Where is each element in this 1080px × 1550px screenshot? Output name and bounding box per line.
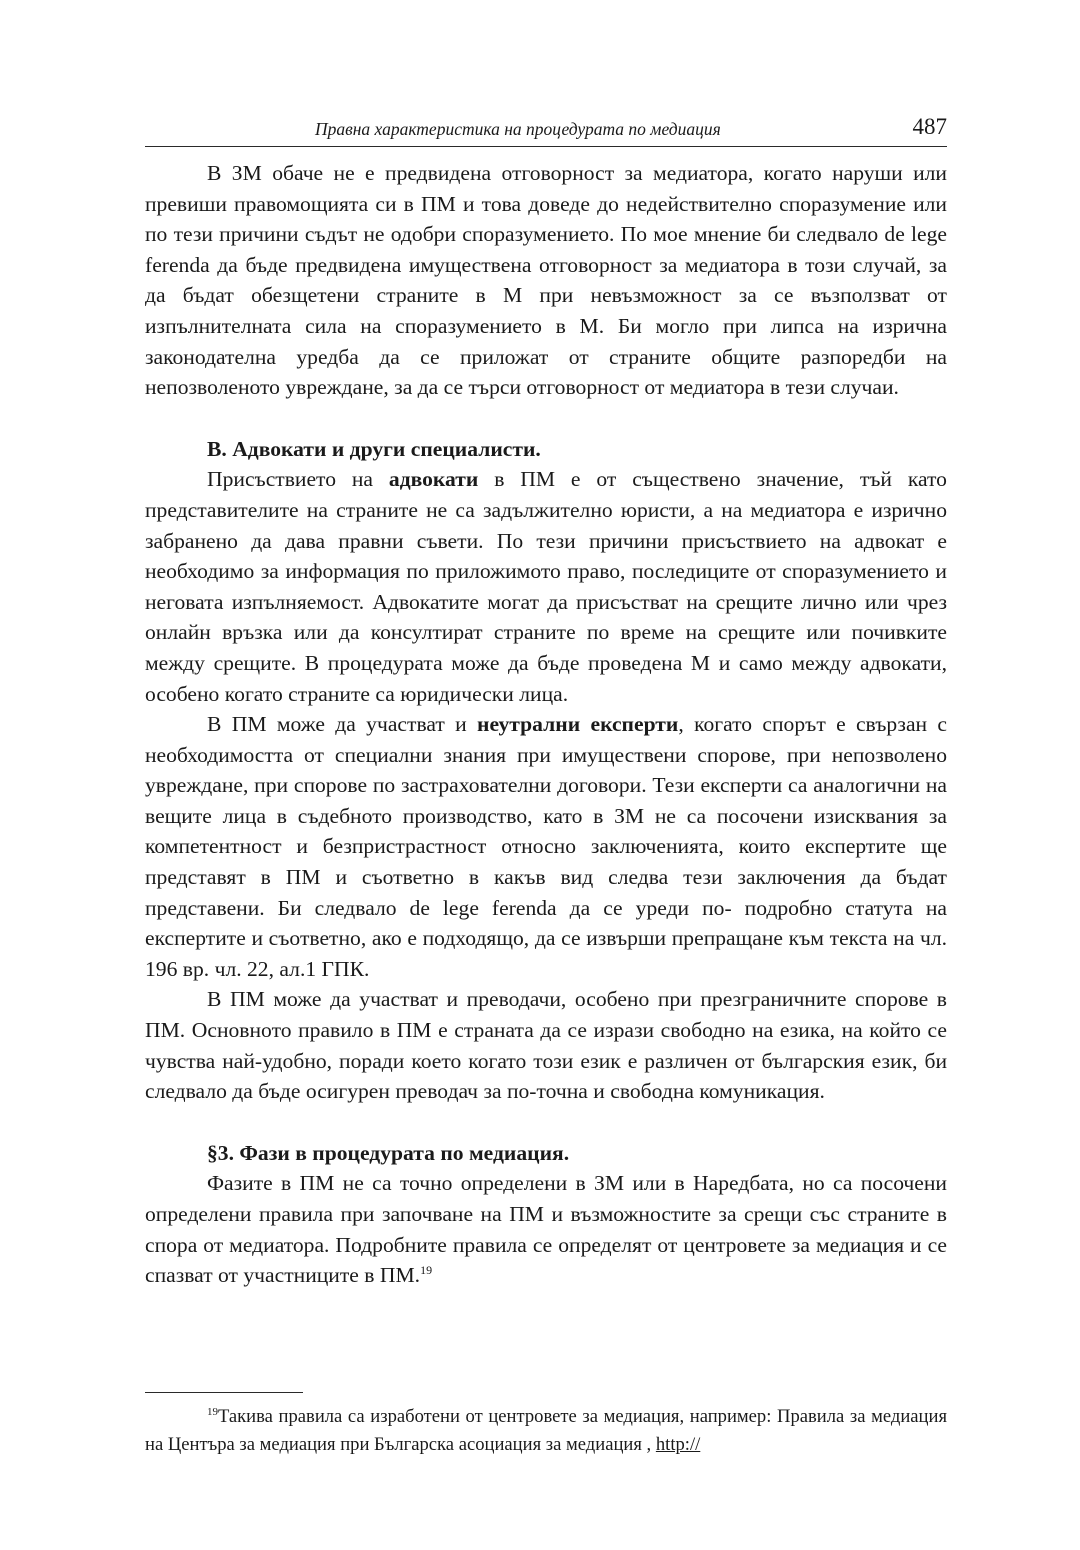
heading-mediation-phases: §3. Фази в процедурата по медиация. [207, 1140, 570, 1165]
term-lawyers: адвокати [388, 467, 479, 492]
paragraph-lawyers-rest: в ПМ е от съществено значение, тъй като представителите на страните не са задължително юристи, а на медиатора е изрично забранено да дава правни съвети. По тези причини присъствието на адвокат е необходимо за информация по приложимото право, последиците от споразумението и неговата изпълняемост. Адвокатите могат да присъстват на срещите лично или чрез онлайн връзка или да консултират страните по време на срещите или почивките между срещите. В процедурата може да бъде проведена М и само между адвокати, особено когато страните са юридически лица. [145, 467, 947, 706]
paragraph-experts-rest: , когато спорът е свързан с необходимостта от специални знания при имуществени спорове, при непозволено увреждане, при спорове по застрахователни договори. Тези експерти са аналогични на вещите лица в съдебното производство, като в ЗМ не са посочени изисквания за компетентност и безпристрастност относно заключенията, които експертите ще представят в ПМ и съответно в какъв вид следва тези заключения да бъдат представени. Би следвало de lege ferenda да се уреди по- подробно статута на експертите и съответно, ако е подходящо, да се извърши препращане към текста на чл. 196 вр. чл. 22, ал.1 ГПК. [145, 712, 948, 981]
footnote-reference[interactable]: 19 [420, 1263, 433, 1278]
term-neutral-experts: неутрални експерти [477, 712, 679, 737]
running-title: Правна характеристика на процедурата по медиация [315, 119, 721, 139]
section-gap [145, 403, 947, 434]
paragraph-phases-text: Фазите в ПМ не са точно определени в ЗМ или в Наредбата, но са посочени определени правила при започване на ПМ и възможностите за срещи със страните в спора от медиатора. Подробните правила се определят от центровете за медиация и се спазват от участниците в ПМ. [145, 1171, 947, 1288]
footnote-divider [145, 1392, 303, 1393]
section-gap [145, 1107, 947, 1138]
page-number: 487 [912, 114, 947, 139]
footnote-link[interactable]: http:// [655, 1434, 701, 1455]
paragraph-mediator-liability: В ЗМ обаче не е предвидена отговорност за медиатора, когато наруши или превиши правомощията си в ПМ и това доведе до недействително споразумение или по тези причини съдът не одобри споразумението. По мое мнение би следвало de lege ferenda да бъде предвидена имуществена отговорност за медиатора в този случай, за да бъдат обезщетени страните в М при невъзможност за се възползват от изпълнителната сила на споразумението в М. Би могло при липса на изрична законодателна уредба да се приложат от страните общите разпоредби на непозволеното увреждане, за да се търси отговорност от медиатора в тези случаи. [145, 161, 947, 400]
paragraph-phases [145, 1168, 947, 1290]
paragraph-lawyers [145, 464, 947, 709]
paragraph-experts [145, 709, 947, 984]
paragraph-experts-start: В ПМ може да участват и [207, 712, 478, 737]
main-text [145, 158, 947, 1291]
footnote-19 [145, 1403, 947, 1459]
heading-lawyers-specialists: В. Адвокати и други специалисти. [207, 436, 541, 461]
paragraph-lawyers-start: Присъствието на [207, 467, 389, 492]
paragraph-translators: В ПМ може да участват и преводачи, особено при презграничните спорове в ПМ. Основното правило в ПМ е страната да се изрази свободно на езика, на който се чувства най-удобно, поради което когато този език е различен от българския език, би следвало да бъде осигурен преводач за по-точна и свободна комуникация. [145, 987, 947, 1104]
running-header [145, 114, 947, 147]
footnote-text: Такива правила са изработени от центровете за медиация, например: Правила за медиация на Центъра за медиация при Българска асоциация за медиация , [145, 1406, 947, 1455]
footnote-marker: 19 [207, 1406, 218, 1418]
